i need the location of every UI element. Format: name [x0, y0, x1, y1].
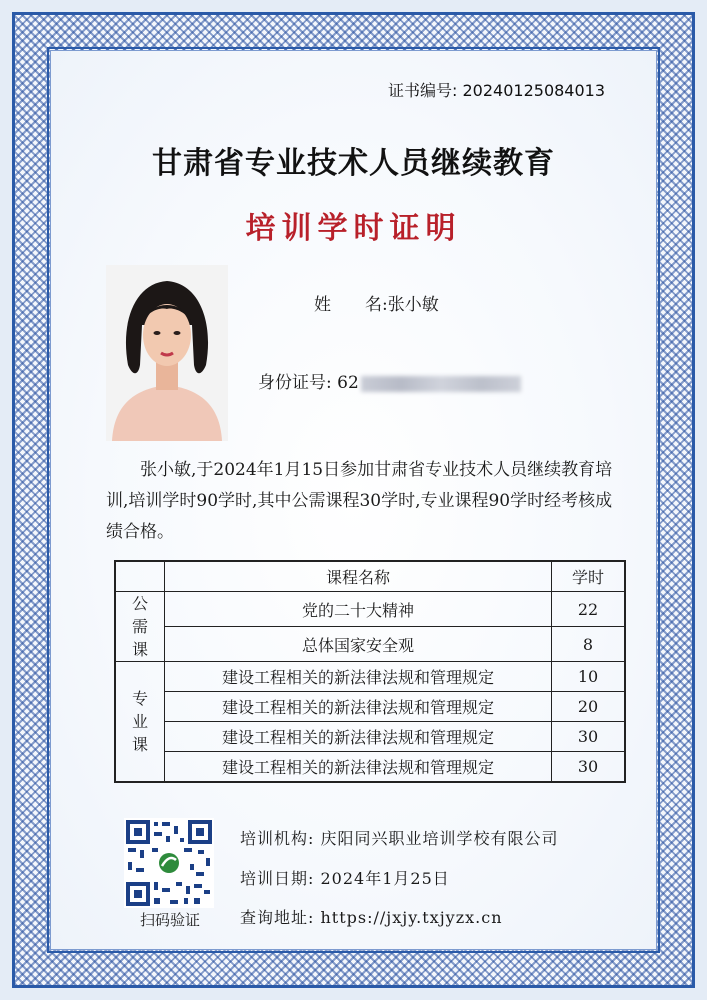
training-date-value: 2024年1月25日: [320, 869, 450, 888]
table-row: [115, 627, 625, 662]
table-header-hours: 学时: [552, 561, 626, 592]
id-row: [258, 368, 521, 393]
table-row: [115, 592, 625, 627]
table-header-row: [115, 561, 625, 592]
id-redaction: [361, 376, 521, 392]
course-hours: 8: [552, 627, 626, 662]
table-header-blank: [115, 561, 165, 592]
portrait-photo: [106, 265, 228, 441]
category-public: [115, 592, 165, 662]
certificate-number: [388, 78, 605, 101]
category-char: 课: [131, 640, 148, 659]
certificate-number-value: 20240125084013: [462, 81, 606, 100]
query-url-link[interactable]: https://jxjy.txjyzx.cn: [320, 908, 503, 927]
query-url-label: 查询地址:: [240, 908, 315, 927]
table-row: [115, 692, 625, 722]
course-hours: 30: [552, 722, 626, 752]
certificate-title: 甘肃省专业技术人员继续教育: [152, 146, 555, 181]
training-org-value: 庆阳同兴职业培训学校有限公司: [320, 829, 559, 848]
course-name: 建设工程相关的新法律法规和管理规定: [165, 722, 552, 752]
training-date-label: 培训日期:: [240, 869, 315, 888]
category-char: 需: [131, 617, 148, 636]
category-char: 课: [131, 735, 148, 754]
category-char: 公: [131, 594, 148, 613]
statement-paragraph: 张小敏,于2024年1月15日参加甘肃省专业技术人员继续教育培训,培训学时90学时,其中公需课程30学时,专业课程90学时经考核成绩合格。: [106, 460, 613, 542]
training-org-row: [240, 826, 559, 849]
table-row: [115, 662, 625, 692]
category-professional: [115, 662, 165, 783]
course-name: 总体国家安全观: [165, 627, 552, 662]
portrait-icon: [106, 265, 228, 441]
name-row: [314, 290, 439, 315]
course-name: 党的二十大精神: [165, 592, 552, 627]
course-name: 建设工程相关的新法律法规和管理规定: [165, 752, 552, 783]
name-label: 姓 名:: [314, 295, 388, 315]
category-char: 专: [131, 689, 148, 708]
course-table: [114, 560, 626, 783]
training-org-label: 培训机构:: [240, 829, 315, 848]
certificate-number-label: 证书编号:: [388, 81, 458, 100]
course-name: 建设工程相关的新法律法规和管理规定: [165, 692, 552, 722]
qr-code-graphic: [124, 818, 214, 908]
id-value: 62: [337, 373, 359, 393]
course-hours: 20: [552, 692, 626, 722]
qr-code-icon[interactable]: [124, 818, 214, 908]
category-char: 业: [131, 712, 148, 731]
table-header-course: 课程名称: [165, 561, 552, 592]
course-hours: 30: [552, 752, 626, 783]
certificate-subtitle: 培训学时证明: [245, 211, 462, 246]
table-row: [115, 752, 625, 783]
table-row: [115, 722, 625, 752]
training-date-row: [240, 866, 450, 889]
course-name: 建设工程相关的新法律法规和管理规定: [165, 662, 552, 692]
scan-verify-label: 扫码验证: [139, 911, 200, 929]
id-label: 身份证号:: [258, 373, 332, 393]
name-value: 张小敏: [387, 295, 439, 315]
course-hours: 22: [552, 592, 626, 627]
course-hours: 10: [552, 662, 626, 692]
query-url-row: [240, 905, 503, 928]
